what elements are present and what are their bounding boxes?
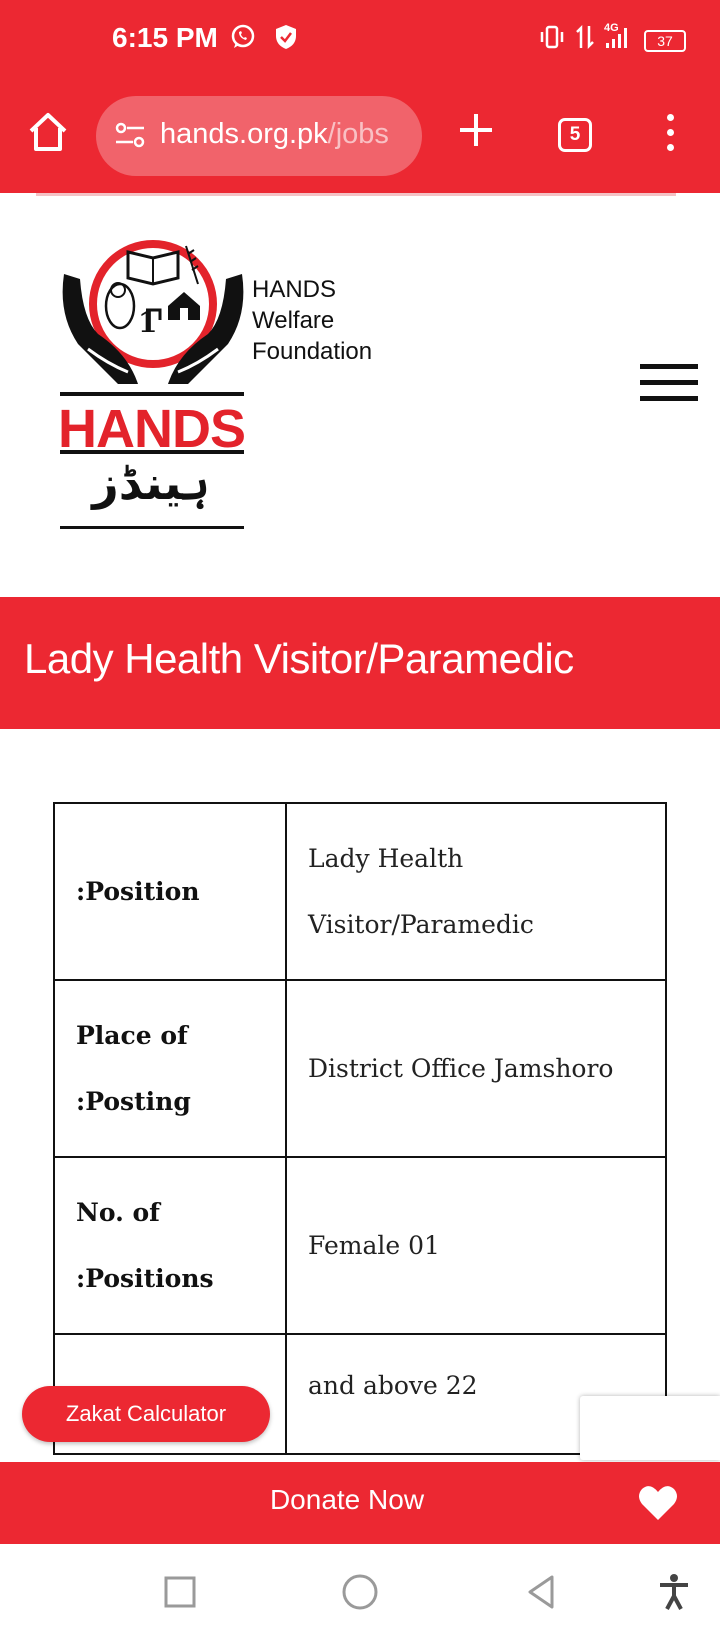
table-key-cell: [54, 1157, 286, 1334]
value-line: Female 01: [308, 1230, 440, 1260]
url-text: [160, 118, 389, 151]
recaptcha-badge[interactable]: [580, 1396, 720, 1460]
accessibility-icon[interactable]: [654, 1572, 694, 1612]
recent-apps-icon[interactable]: [160, 1572, 200, 1612]
page-title: Lady Health Visitor/Paramedic: [24, 635, 574, 682]
more-icon[interactable]: [662, 114, 678, 154]
key-line: :Posting: [76, 1086, 191, 1116]
plus-icon[interactable]: [456, 110, 496, 150]
address-row: [0, 96, 720, 176]
battery-level: 37: [657, 33, 673, 49]
status-time: 6:15 PM: [112, 22, 218, 53]
key-line: Place of: [76, 1020, 188, 1050]
browser-chrome: [0, 0, 720, 193]
key-line: :Position: [76, 876, 200, 906]
key-line: :Positions: [76, 1263, 214, 1293]
org-name-line: HANDS: [252, 276, 337, 303]
table-row: [54, 803, 666, 980]
table-key-cell: [54, 980, 286, 1157]
whatsapp-icon: [230, 24, 256, 50]
value-line: Lady Health: [308, 843, 464, 873]
donate-now-button[interactable]: Donate Now: [269, 1484, 425, 1515]
logo-urdu: ہینڈز: [92, 456, 210, 510]
back-nav-icon[interactable]: [522, 1572, 562, 1612]
site-logo[interactable]: [58, 224, 248, 544]
status-bar: [0, 0, 720, 84]
svg-text:1: 1: [138, 306, 158, 339]
table-value-cell: [286, 1157, 666, 1334]
logo-text: HANDS: [58, 399, 246, 459]
table-row: [54, 1157, 666, 1334]
url-path: /jobs: [327, 118, 389, 150]
org-name: [252, 274, 372, 367]
site-settings-icon[interactable]: [114, 120, 146, 150]
home-nav-icon[interactable]: [340, 1572, 380, 1612]
table-key-cell: [54, 803, 286, 980]
tabs-icon[interactable]: [558, 118, 592, 152]
network-type: 4G: [604, 22, 619, 34]
chrome-shadow: [36, 193, 676, 196]
shield-icon: [274, 24, 298, 50]
system-nav-bar: [0, 1544, 720, 1640]
battery-icon: [644, 30, 686, 52]
value-line: and above 22: [308, 1371, 478, 1400]
zakat-calculator-button[interactable]: Zakat Calculator: [22, 1386, 270, 1442]
table-row: [54, 980, 666, 1157]
org-name-line: Foundation: [252, 338, 373, 365]
table-value-cell: [286, 980, 666, 1157]
url-bar[interactable]: [96, 96, 422, 176]
key-line: No. of: [76, 1197, 160, 1227]
hamburger-icon[interactable]: [640, 364, 698, 404]
home-icon[interactable]: [26, 110, 70, 154]
heart-icon[interactable]: [638, 1484, 678, 1522]
data-arrows-icon: [574, 24, 596, 50]
url-host: hands.org.pk: [160, 118, 328, 150]
value-line: District Office Jamshoro: [308, 1053, 614, 1083]
signal-icon: [604, 24, 632, 50]
job-details-table: [53, 802, 667, 1455]
tab-count: 5: [569, 124, 581, 145]
vibrate-icon: [538, 24, 566, 50]
table-value-cell: [286, 803, 666, 980]
page-title-band: [0, 597, 720, 729]
org-name-line: Welfare: [252, 307, 335, 334]
value-line: Visitor/Paramedic: [308, 909, 534, 939]
donate-bar[interactable]: [0, 1462, 720, 1544]
